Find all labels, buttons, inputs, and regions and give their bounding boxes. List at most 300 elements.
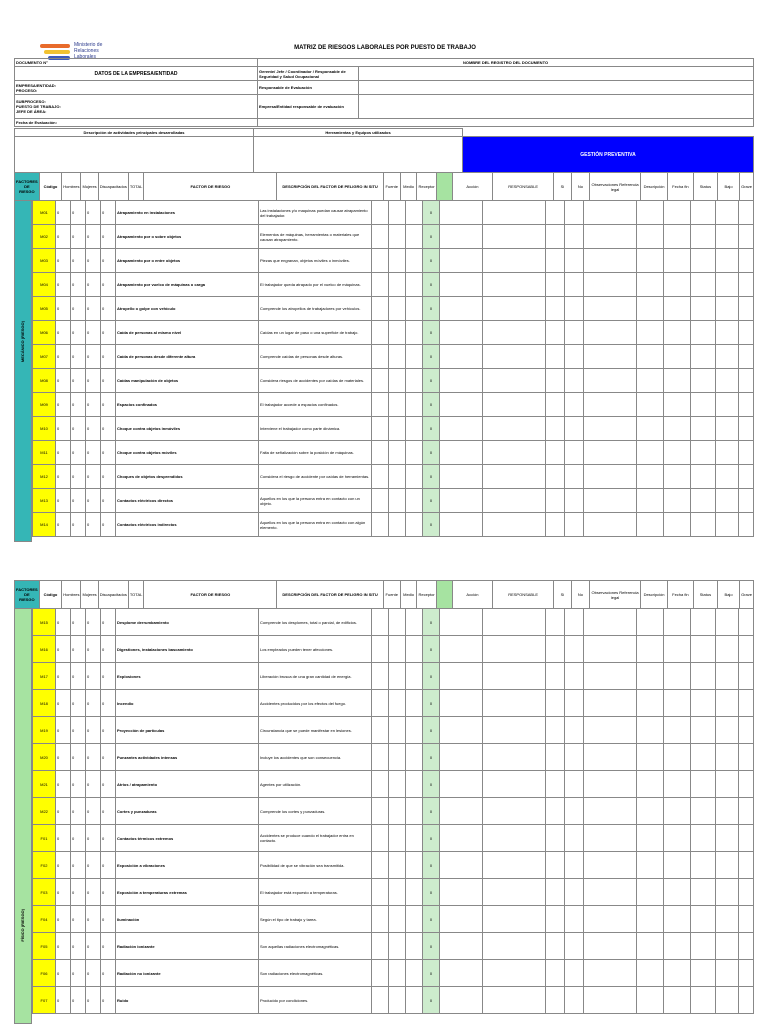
fuente-cell[interactable]: [372, 879, 389, 906]
medio-cell[interactable]: [389, 879, 406, 906]
responsable-cell[interactable]: [483, 225, 546, 249]
descripcion-cell[interactable]: [637, 852, 664, 879]
accion-cell[interactable]: [440, 345, 483, 369]
descripcion-cell[interactable]: [637, 717, 664, 744]
descripcion-cell[interactable]: [637, 465, 664, 489]
receptor-cell[interactable]: [406, 249, 423, 273]
si-cell[interactable]: [546, 690, 565, 717]
responsable-cell[interactable]: [483, 465, 546, 489]
actividades-value[interactable]: [15, 137, 254, 173]
status-cell[interactable]: [691, 249, 716, 273]
descripcion-cell[interactable]: [637, 417, 664, 441]
fecha-fin-cell[interactable]: [664, 225, 691, 249]
receptor-cell[interactable]: [406, 663, 423, 690]
gerente-value[interactable]: [359, 67, 754, 81]
no-cell[interactable]: [565, 465, 584, 489]
descripcion-cell[interactable]: [637, 798, 664, 825]
fecha-fin-cell[interactable]: [664, 321, 691, 345]
medio-cell[interactable]: [389, 321, 406, 345]
si-cell[interactable]: [546, 744, 565, 771]
fuente-cell[interactable]: [372, 513, 389, 537]
status-cell[interactable]: [691, 345, 716, 369]
fuente-cell[interactable]: [372, 852, 389, 879]
no-cell[interactable]: [565, 417, 584, 441]
medio-cell[interactable]: [389, 933, 406, 960]
no-cell[interactable]: [565, 201, 584, 225]
fecha-fin-cell[interactable]: [664, 717, 691, 744]
si-cell[interactable]: [546, 852, 565, 879]
accion-cell[interactable]: [440, 744, 483, 771]
status-cell[interactable]: [691, 369, 716, 393]
grave-cell[interactable]: [739, 987, 754, 1014]
responsable-cell[interactable]: [483, 744, 546, 771]
status-cell[interactable]: [691, 825, 716, 852]
medio-cell[interactable]: [389, 369, 406, 393]
fecha-fin-cell[interactable]: [664, 441, 691, 465]
grave-cell[interactable]: [739, 249, 754, 273]
status-cell[interactable]: [691, 201, 716, 225]
grave-cell[interactable]: [739, 852, 754, 879]
medio-cell[interactable]: [389, 636, 406, 663]
fecha-fin-cell[interactable]: [664, 636, 691, 663]
accion-cell[interactable]: [440, 321, 483, 345]
fuente-cell[interactable]: [372, 906, 389, 933]
fuente-cell[interactable]: [372, 663, 389, 690]
bajo-cell[interactable]: [716, 663, 739, 690]
accion-cell[interactable]: [440, 825, 483, 852]
fecha-fin-cell[interactable]: [664, 201, 691, 225]
no-cell[interactable]: [565, 345, 584, 369]
obs-cell[interactable]: [584, 771, 637, 798]
si-cell[interactable]: [546, 879, 565, 906]
no-cell[interactable]: [565, 513, 584, 537]
medio-cell[interactable]: [389, 960, 406, 987]
fuente-cell[interactable]: [372, 393, 389, 417]
bajo-cell[interactable]: [716, 960, 739, 987]
grave-cell[interactable]: [739, 798, 754, 825]
grave-cell[interactable]: [739, 609, 754, 636]
obs-cell[interactable]: [584, 393, 637, 417]
medio-cell[interactable]: [389, 513, 406, 537]
accion-cell[interactable]: [440, 369, 483, 393]
bajo-cell[interactable]: [716, 273, 739, 297]
descripcion-cell[interactable]: [637, 249, 664, 273]
si-cell[interactable]: [546, 960, 565, 987]
accion-cell[interactable]: [440, 987, 483, 1014]
obs-cell[interactable]: [584, 609, 637, 636]
grave-cell[interactable]: [739, 201, 754, 225]
no-cell[interactable]: [565, 636, 584, 663]
receptor-cell[interactable]: [406, 393, 423, 417]
no-cell[interactable]: [565, 297, 584, 321]
si-cell[interactable]: [546, 297, 565, 321]
no-cell[interactable]: [565, 321, 584, 345]
responsable-cell[interactable]: [483, 933, 546, 960]
bajo-cell[interactable]: [716, 771, 739, 798]
responsable-cell[interactable]: [483, 960, 546, 987]
obs-cell[interactable]: [584, 825, 637, 852]
bajo-cell[interactable]: [716, 297, 739, 321]
responsable-cell[interactable]: [483, 852, 546, 879]
descripcion-cell[interactable]: [637, 369, 664, 393]
bajo-cell[interactable]: [716, 369, 739, 393]
bajo-cell[interactable]: [716, 441, 739, 465]
si-cell[interactable]: [546, 465, 565, 489]
obs-cell[interactable]: [584, 321, 637, 345]
obs-cell[interactable]: [584, 852, 637, 879]
grave-cell[interactable]: [739, 441, 754, 465]
responsable-cell[interactable]: [483, 609, 546, 636]
si-cell[interactable]: [546, 441, 565, 465]
descripcion-cell[interactable]: [637, 933, 664, 960]
si-cell[interactable]: [546, 933, 565, 960]
descripcion-cell[interactable]: [637, 345, 664, 369]
obs-cell[interactable]: [584, 417, 637, 441]
medio-cell[interactable]: [389, 489, 406, 513]
medio-cell[interactable]: [389, 273, 406, 297]
descripcion-cell[interactable]: [637, 321, 664, 345]
status-cell[interactable]: [691, 717, 716, 744]
fuente-cell[interactable]: [372, 225, 389, 249]
si-cell[interactable]: [546, 225, 565, 249]
responsable-cell[interactable]: [483, 690, 546, 717]
obs-cell[interactable]: [584, 798, 637, 825]
status-cell[interactable]: [691, 636, 716, 663]
descripcion-cell[interactable]: [637, 960, 664, 987]
herramientas-value[interactable]: [254, 137, 463, 173]
no-cell[interactable]: [565, 744, 584, 771]
fuente-cell[interactable]: [372, 933, 389, 960]
responsable-cell[interactable]: [483, 273, 546, 297]
descripcion-cell[interactable]: [637, 273, 664, 297]
status-cell[interactable]: [691, 489, 716, 513]
responsable-cell[interactable]: [483, 906, 546, 933]
receptor-cell[interactable]: [406, 369, 423, 393]
fuente-cell[interactable]: [372, 798, 389, 825]
receptor-cell[interactable]: [406, 933, 423, 960]
descripcion-cell[interactable]: [637, 297, 664, 321]
accion-cell[interactable]: [440, 465, 483, 489]
fecha-fin-cell[interactable]: [664, 273, 691, 297]
grave-cell[interactable]: [739, 393, 754, 417]
descripcion-cell[interactable]: [637, 771, 664, 798]
si-cell[interactable]: [546, 393, 565, 417]
grave-cell[interactable]: [739, 513, 754, 537]
medio-cell[interactable]: [389, 249, 406, 273]
bajo-cell[interactable]: [716, 225, 739, 249]
status-cell[interactable]: [691, 465, 716, 489]
fecha-fin-cell[interactable]: [664, 987, 691, 1014]
fecha-fin-cell[interactable]: [664, 345, 691, 369]
no-cell[interactable]: [565, 663, 584, 690]
status-cell[interactable]: [691, 321, 716, 345]
grave-cell[interactable]: [739, 417, 754, 441]
medio-cell[interactable]: [389, 852, 406, 879]
fuente-cell[interactable]: [372, 297, 389, 321]
fuente-cell[interactable]: [372, 987, 389, 1014]
no-cell[interactable]: [565, 717, 584, 744]
responsable-cell[interactable]: [483, 489, 546, 513]
no-cell[interactable]: [565, 825, 584, 852]
bajo-cell[interactable]: [716, 690, 739, 717]
no-cell[interactable]: [565, 489, 584, 513]
fuente-cell[interactable]: [372, 345, 389, 369]
receptor-cell[interactable]: [406, 636, 423, 663]
si-cell[interactable]: [546, 636, 565, 663]
status-cell[interactable]: [691, 852, 716, 879]
descripcion-cell[interactable]: [637, 744, 664, 771]
si-cell[interactable]: [546, 249, 565, 273]
descripcion-cell[interactable]: [637, 201, 664, 225]
receptor-cell[interactable]: [406, 513, 423, 537]
receptor-cell[interactable]: [406, 321, 423, 345]
accion-cell[interactable]: [440, 201, 483, 225]
bajo-cell[interactable]: [716, 744, 739, 771]
accion-cell[interactable]: [440, 297, 483, 321]
si-cell[interactable]: [546, 906, 565, 933]
medio-cell[interactable]: [389, 417, 406, 441]
responsable-cell[interactable]: [483, 369, 546, 393]
medio-cell[interactable]: [389, 906, 406, 933]
status-cell[interactable]: [691, 297, 716, 321]
responsable-cell[interactable]: [483, 717, 546, 744]
status-cell[interactable]: [691, 906, 716, 933]
responsable-eval-value[interactable]: [359, 81, 754, 95]
bajo-cell[interactable]: [716, 906, 739, 933]
grave-cell[interactable]: [739, 906, 754, 933]
receptor-cell[interactable]: [406, 489, 423, 513]
grave-cell[interactable]: [739, 225, 754, 249]
accion-cell[interactable]: [440, 609, 483, 636]
fuente-cell[interactable]: [372, 201, 389, 225]
descripcion-cell[interactable]: [637, 489, 664, 513]
medio-cell[interactable]: [389, 393, 406, 417]
bajo-cell[interactable]: [716, 465, 739, 489]
grave-cell[interactable]: [739, 717, 754, 744]
descripcion-cell[interactable]: [637, 987, 664, 1014]
bajo-cell[interactable]: [716, 489, 739, 513]
medio-cell[interactable]: [389, 609, 406, 636]
fecha-fin-cell[interactable]: [664, 906, 691, 933]
no-cell[interactable]: [565, 852, 584, 879]
si-cell[interactable]: [546, 717, 565, 744]
bajo-cell[interactable]: [716, 321, 739, 345]
fuente-cell[interactable]: [372, 273, 389, 297]
responsable-cell[interactable]: [483, 636, 546, 663]
obs-cell[interactable]: [584, 369, 637, 393]
descripcion-cell[interactable]: [637, 609, 664, 636]
bajo-cell[interactable]: [716, 825, 739, 852]
fecha-fin-cell[interactable]: [664, 663, 691, 690]
descripcion-cell[interactable]: [637, 663, 664, 690]
no-cell[interactable]: [565, 690, 584, 717]
status-cell[interactable]: [691, 225, 716, 249]
obs-cell[interactable]: [584, 906, 637, 933]
obs-cell[interactable]: [584, 636, 637, 663]
obs-cell[interactable]: [584, 960, 637, 987]
si-cell[interactable]: [546, 345, 565, 369]
receptor-cell[interactable]: [406, 609, 423, 636]
accion-cell[interactable]: [440, 441, 483, 465]
grave-cell[interactable]: [739, 825, 754, 852]
responsable-cell[interactable]: [483, 987, 546, 1014]
si-cell[interactable]: [546, 513, 565, 537]
si-cell[interactable]: [546, 273, 565, 297]
medio-cell[interactable]: [389, 798, 406, 825]
si-cell[interactable]: [546, 825, 565, 852]
bajo-cell[interactable]: [716, 393, 739, 417]
si-cell[interactable]: [546, 321, 565, 345]
accion-cell[interactable]: [440, 717, 483, 744]
accion-cell[interactable]: [440, 906, 483, 933]
receptor-cell[interactable]: [406, 201, 423, 225]
obs-cell[interactable]: [584, 201, 637, 225]
bajo-cell[interactable]: [716, 513, 739, 537]
receptor-cell[interactable]: [406, 441, 423, 465]
medio-cell[interactable]: [389, 663, 406, 690]
accion-cell[interactable]: [440, 663, 483, 690]
accion-cell[interactable]: [440, 771, 483, 798]
medio-cell[interactable]: [389, 744, 406, 771]
receptor-cell[interactable]: [406, 771, 423, 798]
si-cell[interactable]: [546, 798, 565, 825]
receptor-cell[interactable]: [406, 465, 423, 489]
bajo-cell[interactable]: [716, 417, 739, 441]
responsable-cell[interactable]: [483, 393, 546, 417]
status-cell[interactable]: [691, 879, 716, 906]
fecha-fin-cell[interactable]: [664, 825, 691, 852]
descripcion-cell[interactable]: [637, 906, 664, 933]
bajo-cell[interactable]: [716, 717, 739, 744]
fuente-cell[interactable]: [372, 249, 389, 273]
responsable-cell[interactable]: [483, 321, 546, 345]
status-cell[interactable]: [691, 513, 716, 537]
grave-cell[interactable]: [739, 369, 754, 393]
fuente-cell[interactable]: [372, 321, 389, 345]
fecha-fin-cell[interactable]: [664, 852, 691, 879]
medio-cell[interactable]: [389, 690, 406, 717]
fuente-cell[interactable]: [372, 465, 389, 489]
responsable-cell[interactable]: [483, 825, 546, 852]
receptor-cell[interactable]: [406, 690, 423, 717]
fuente-cell[interactable]: [372, 825, 389, 852]
fecha-fin-cell[interactable]: [664, 369, 691, 393]
bajo-cell[interactable]: [716, 249, 739, 273]
descripcion-cell[interactable]: [637, 393, 664, 417]
medio-cell[interactable]: [389, 771, 406, 798]
fuente-cell[interactable]: [372, 489, 389, 513]
receptor-cell[interactable]: [406, 987, 423, 1014]
si-cell[interactable]: [546, 369, 565, 393]
receptor-cell[interactable]: [406, 960, 423, 987]
accion-cell[interactable]: [440, 513, 483, 537]
medio-cell[interactable]: [389, 465, 406, 489]
status-cell[interactable]: [691, 609, 716, 636]
bajo-cell[interactable]: [716, 609, 739, 636]
grave-cell[interactable]: [739, 690, 754, 717]
fuente-cell[interactable]: [372, 369, 389, 393]
medio-cell[interactable]: [389, 441, 406, 465]
obs-cell[interactable]: [584, 489, 637, 513]
fuente-cell[interactable]: [372, 771, 389, 798]
receptor-cell[interactable]: [406, 906, 423, 933]
obs-cell[interactable]: [584, 297, 637, 321]
receptor-cell[interactable]: [406, 798, 423, 825]
si-cell[interactable]: [546, 609, 565, 636]
grave-cell[interactable]: [739, 933, 754, 960]
fecha-fin-cell[interactable]: [664, 249, 691, 273]
receptor-cell[interactable]: [406, 852, 423, 879]
accion-cell[interactable]: [440, 798, 483, 825]
receptor-cell[interactable]: [406, 273, 423, 297]
accion-cell[interactable]: [440, 393, 483, 417]
fecha-fin-cell[interactable]: [664, 417, 691, 441]
receptor-cell[interactable]: [406, 225, 423, 249]
responsable-cell[interactable]: [483, 663, 546, 690]
receptor-cell[interactable]: [406, 879, 423, 906]
medio-cell[interactable]: [389, 825, 406, 852]
grave-cell[interactable]: [739, 297, 754, 321]
descripcion-cell[interactable]: [637, 636, 664, 663]
bajo-cell[interactable]: [716, 852, 739, 879]
status-cell[interactable]: [691, 441, 716, 465]
no-cell[interactable]: [565, 225, 584, 249]
status-cell[interactable]: [691, 417, 716, 441]
si-cell[interactable]: [546, 663, 565, 690]
fecha-fin-cell[interactable]: [664, 879, 691, 906]
obs-cell[interactable]: [584, 465, 637, 489]
no-cell[interactable]: [565, 249, 584, 273]
grave-cell[interactable]: [739, 960, 754, 987]
accion-cell[interactable]: [440, 933, 483, 960]
descripcion-cell[interactable]: [637, 513, 664, 537]
fuente-cell[interactable]: [372, 609, 389, 636]
descripcion-cell[interactable]: [637, 225, 664, 249]
accion-cell[interactable]: [440, 960, 483, 987]
grave-cell[interactable]: [739, 663, 754, 690]
status-cell[interactable]: [691, 933, 716, 960]
fecha-fin-cell[interactable]: [664, 744, 691, 771]
responsable-cell[interactable]: [483, 417, 546, 441]
fecha-fin-cell[interactable]: [664, 489, 691, 513]
obs-cell[interactable]: [584, 879, 637, 906]
status-cell[interactable]: [691, 798, 716, 825]
obs-cell[interactable]: [584, 441, 637, 465]
accion-cell[interactable]: [440, 225, 483, 249]
fecha-fin-cell[interactable]: [664, 690, 691, 717]
medio-cell[interactable]: [389, 297, 406, 321]
fecha-fin-cell[interactable]: [664, 297, 691, 321]
status-cell[interactable]: [691, 690, 716, 717]
si-cell[interactable]: [546, 771, 565, 798]
fuente-cell[interactable]: [372, 636, 389, 663]
status-cell[interactable]: [691, 273, 716, 297]
fecha-fin-cell[interactable]: [664, 798, 691, 825]
receptor-cell[interactable]: [406, 345, 423, 369]
bajo-cell[interactable]: [716, 345, 739, 369]
obs-cell[interactable]: [584, 744, 637, 771]
status-cell[interactable]: [691, 960, 716, 987]
no-cell[interactable]: [565, 771, 584, 798]
fuente-cell[interactable]: [372, 417, 389, 441]
bajo-cell[interactable]: [716, 879, 739, 906]
grave-cell[interactable]: [739, 465, 754, 489]
responsable-cell[interactable]: [483, 345, 546, 369]
obs-cell[interactable]: [584, 513, 637, 537]
fecha-fin-cell[interactable]: [664, 960, 691, 987]
grave-cell[interactable]: [739, 771, 754, 798]
bajo-cell[interactable]: [716, 933, 739, 960]
